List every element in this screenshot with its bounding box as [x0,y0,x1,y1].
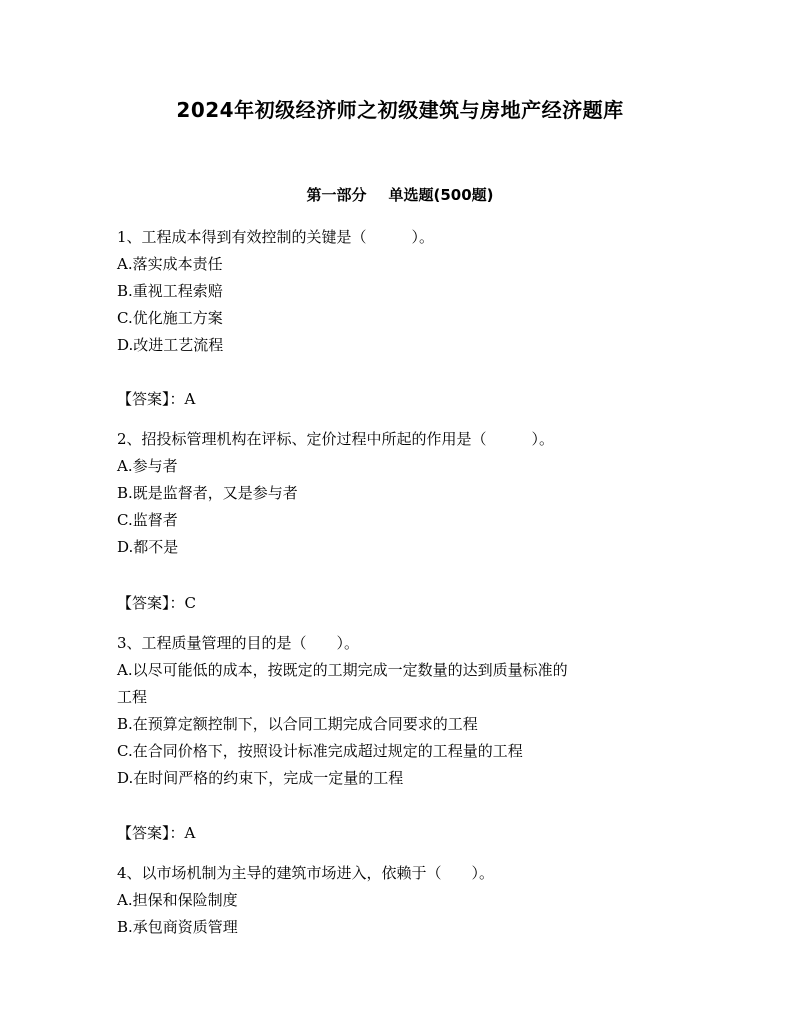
question-1-option-d: D.改进工艺流程 [117,336,224,354]
question-3-option-c: C.在合同价格下，按照设计标准完成超过规定的工程量的工程 [117,742,523,760]
question-3-option-a-continued: 工程 [117,688,148,706]
question-3-option-b: B.在预算定额控制下，以合同工期完成合同要求的工程 [117,715,478,733]
question-3-option-a: A.以尽可能低的成本，按既定的工期完成一定数量的达到质量标准的 [117,661,568,679]
section-part: 第一部分 [306,186,367,204]
question-2-option-d: D.都不是 [117,538,179,556]
section-heading [0,184,800,206]
question-1-option-a: A.落实成本责任 [117,255,223,273]
question-3-answer: 【答案】：A [117,824,196,842]
question-1-option-b: B.重视工程索赔 [117,282,223,300]
question-1-answer: 【答案】：A [117,390,196,408]
question-4-option-a: A.担保和保险制度 [117,891,238,909]
question-1-stem: 1、工程成本得到有效控制的关键是（ ）。 [117,228,435,246]
question-2-stem: 2、招投标管理机构在评标、定价过程中所起的作用是（ ）。 [117,430,555,448]
question-4-stem: 4、以市场机制为主导的建筑市场进入，依赖于（ ）。 [117,864,495,882]
section-name: 单选题(500题) [388,186,494,204]
question-2-option-a: A.参与者 [117,457,178,475]
question-1-option-c: C.优化施工方案 [117,309,223,327]
question-3-stem: 3、工程质量管理的目的是（ ）。 [117,634,360,652]
document-title: 2024年初级经济师之初级建筑与房地产经济题库 [176,98,624,122]
question-2-option-b: B.既是监督者，又是参与者 [117,484,298,502]
question-2-option-c: C.监督者 [117,511,178,529]
question-3-option-d: D.在时间严格的约束下，完成一定量的工程 [117,769,404,787]
question-4-option-b: B.承包商资质管理 [117,918,238,936]
question-2-answer: 【答案】：C [117,594,196,612]
